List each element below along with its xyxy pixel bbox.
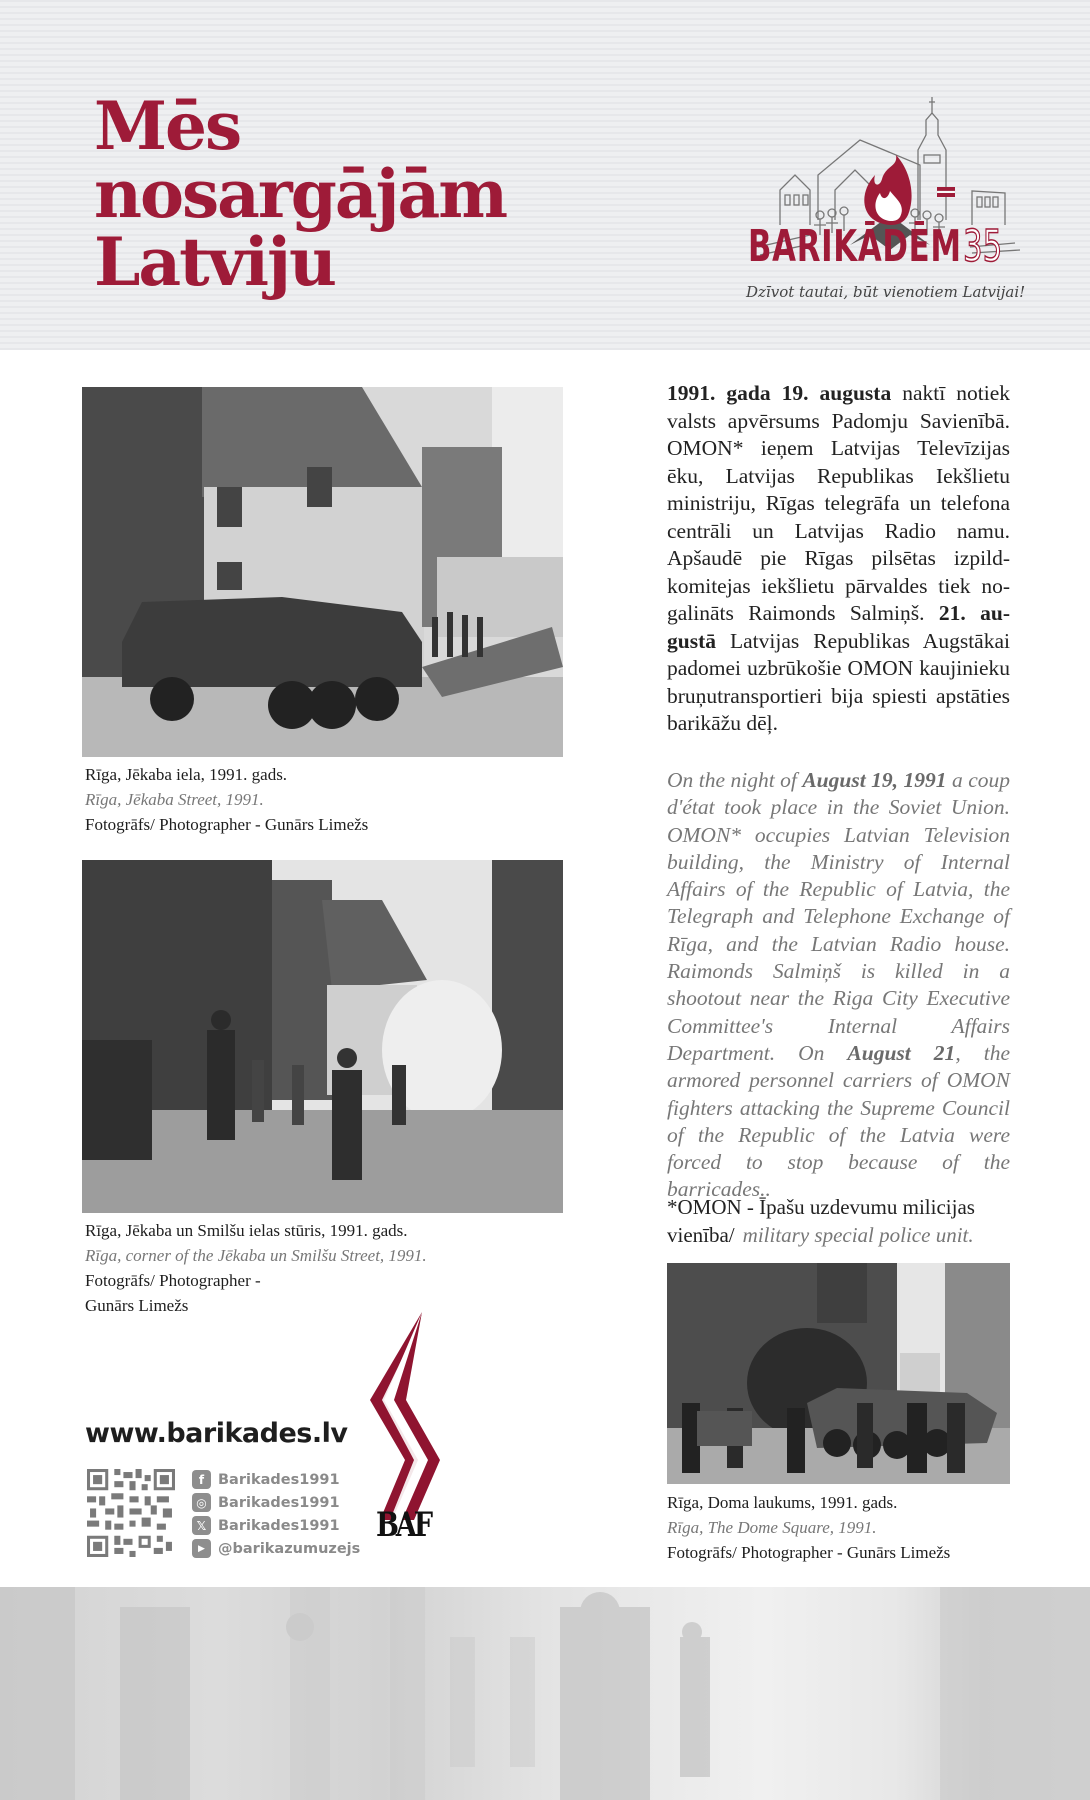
article-text-lv-part-2: Latvijas Republikas Augstākai padomei uzbrūkošie OMON kaujinieku bruņutransportieri bija spiesti apstāties barikāžu dēļ. <box>667 628 1010 735</box>
photo-1-caption <box>85 762 565 837</box>
title-line-1: Mēs <box>94 87 241 165</box>
article-text-lv <box>667 380 1010 738</box>
x-icon: 𝕏 <box>192 1516 211 1535</box>
photo-2-caption-lv: Rīga, Jēkaba un Smilšu ielas stūris, 1991. gads. <box>85 1221 408 1240</box>
footnote-lv: *OMON - Īpašu uzdevumu milicijas vienība/ <box>667 1195 975 1247</box>
date-highlight-1: 1991. gada 19. augusta <box>667 381 892 405</box>
omon-footnote <box>667 1193 1027 1249</box>
instagram-icon: ◎ <box>192 1493 211 1512</box>
social-facebook-label: Barikades1991 <box>218 1471 340 1488</box>
photo-3-caption-en: Rīga, The Dome Square, 1991. <box>667 1518 877 1537</box>
header-banner <box>0 0 1090 350</box>
photo-dome-square <box>667 1263 1010 1484</box>
social-youtube[interactable] <box>192 1537 360 1560</box>
photo-soldiers-street-corner-image <box>82 860 563 1213</box>
photo-1-credit: Fotogrāfs/ Photographer - Gunārs Limežs <box>85 815 369 834</box>
title-line-3: Latviju <box>94 223 335 301</box>
article-text-en-part-2: , the armored personnel carriers of OMON fighters attacking the Supreme Council of the Republic of the Latvia were forced to stop because of the barricades.. <box>667 1040 1010 1202</box>
article-text-en-part-1: a coup d'état took place in the Soviet Union. OMON* occupies Latvian Television building, the Ministry of Internal Affairs of the Republic of Latvia, the Telegraph and Telephone Exchange of Rīga, and the Latvian Radio house. Raimonds Salmiņš is killed in a shootout near the Riga City Executive Committee's Internal Affairs Department. On <box>667 768 1010 1065</box>
photo-3-caption <box>667 1490 1067 1565</box>
date-highlight-en-2: August 21 <box>847 1040 956 1065</box>
title-line-2: nosargājām <box>94 155 507 233</box>
youtube-icon: ▶ <box>192 1539 211 1558</box>
photo-2-caption-en: Rīga, corner of the Jēkaba un Smilšu Street, 1991. <box>85 1246 427 1265</box>
photo-3-caption-lv: Rīga, Doma laukums, 1991. gads. <box>667 1493 898 1512</box>
footnote-en: military special police unit. <box>742 1223 974 1247</box>
background-photo-band <box>0 1587 1090 1800</box>
social-instagram-label: Barikades1991 <box>218 1494 340 1511</box>
faded-background-photo-image <box>0 1587 1090 1800</box>
social-links <box>192 1468 360 1560</box>
facebook-icon: f <box>192 1470 211 1489</box>
photo-2-credit-line-2: Gunārs Limežs <box>85 1296 189 1315</box>
bonfire-riga-skyline-icon <box>740 75 1040 315</box>
website-link[interactable]: www.barikades.lv <box>85 1418 348 1449</box>
social-x[interactable] <box>192 1514 360 1537</box>
logo-tagline: Dzīvot tautai, būt vienotiem Latvijai! <box>746 283 1026 301</box>
social-instagram[interactable] <box>192 1491 360 1514</box>
social-x-label: Barikades1991 <box>218 1517 340 1534</box>
date-highlight-en-1: August 19, 1991 <box>802 768 947 792</box>
photo-jekaba-smilsu-corner <box>82 860 563 1213</box>
photo-1-caption-en: Rīga, Jēkaba Street, 1991. <box>85 790 264 809</box>
photo-jekaba-street <box>82 387 563 757</box>
social-youtube-label: @barikazumuzejs <box>218 1540 361 1557</box>
logo-anniversary-number: 35 <box>963 221 1003 272</box>
baf-logo-text: BAF <box>376 1505 430 1545</box>
photo-dome-square-apc-image <box>667 1263 1010 1484</box>
date-highlight-2: 21. augustā <box>667 601 1010 653</box>
page-title <box>94 87 507 301</box>
qr-code-icon[interactable] <box>87 1469 175 1557</box>
article-text-lv-part-1: naktī notiek valsts apvērsums Padomju Savienībā. OMON* ieņem Latvijas Televīzijas ēku, Latvijas Republikas Iekšlietu ministriju, Rīgas telegrāfa un telefona centrāli un Latvijas Radio namu. Apšaudē pie Rīgas pilsētas izpildkomitejas iekšlietu pārvaldes tiek nogalināts Raimonds Salmiņš. <box>667 381 1010 625</box>
logo-wordmark: BARIKĀDĒM <box>748 221 962 272</box>
social-facebook[interactable] <box>192 1468 360 1491</box>
article-text-en-part-0: On the night of <box>667 768 803 792</box>
article-text-en <box>667 767 1010 1204</box>
photo-2-credit-line-1: Fotogrāfs/ Photographer - <box>85 1271 261 1290</box>
photo-1-caption-lv: Rīga, Jēkaba iela, 1991. gads. <box>85 765 288 784</box>
photo-apc-barricade-image <box>82 387 563 757</box>
photo-2-caption <box>85 1218 565 1318</box>
photo-3-credit: Fotogrāfs/ Photographer - Gunārs Limežs <box>667 1543 951 1562</box>
